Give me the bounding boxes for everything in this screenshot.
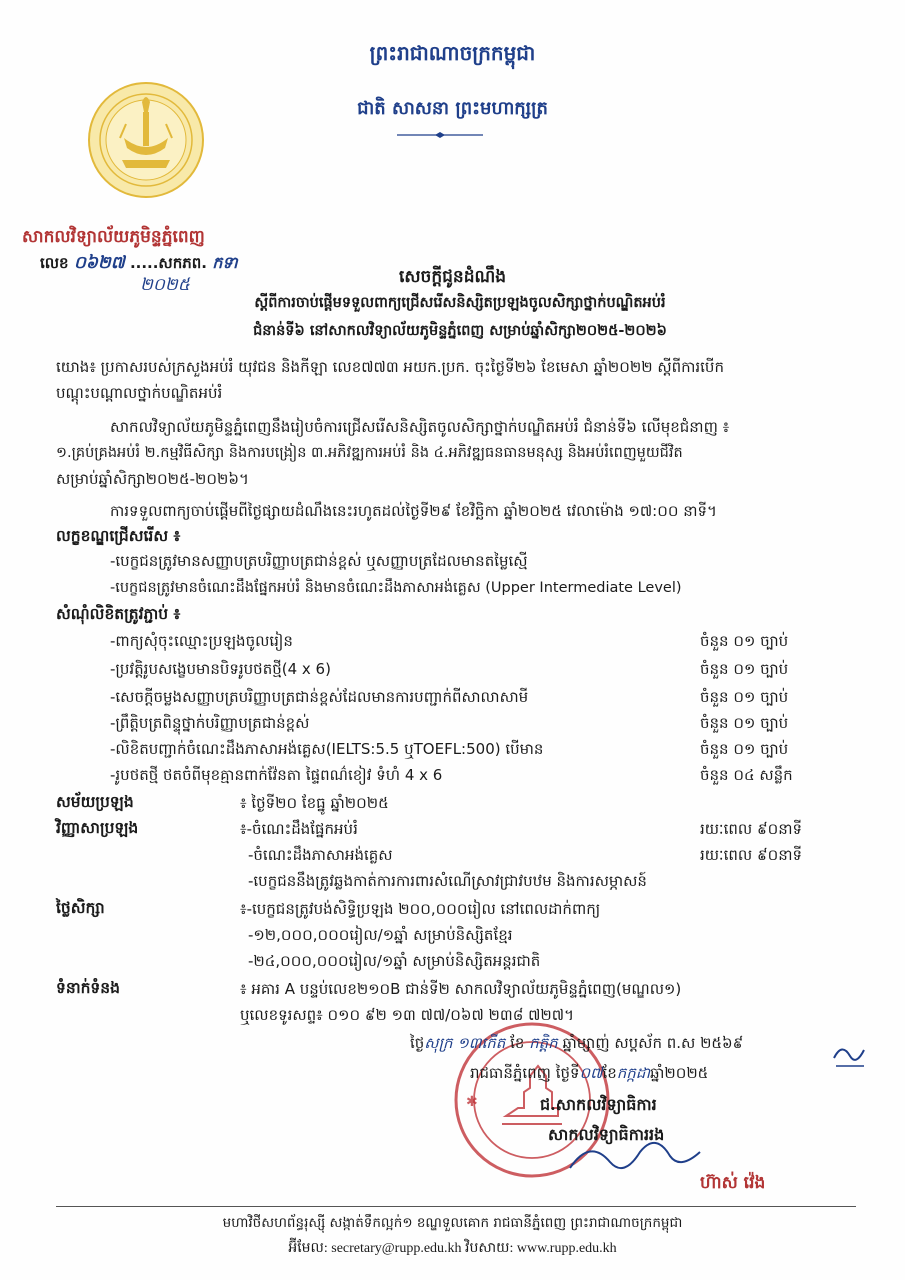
exam-subject-duration: រយៈពេល ៩០នាទី	[700, 820, 802, 838]
exam-date-value: ៖ ថ្ងៃទី២០ ខែធ្នូ ឆ្នាំ២០២៥	[240, 794, 389, 812]
document-item: -ប្រវត្តិរូបសង្ខេបមានបិទរូបថតថ្មី(4 x 6)	[110, 660, 331, 678]
reference-line-2: បណ្តុះបណ្តាលថ្នាក់បណ្ឌិតអប់រំ	[56, 384, 223, 402]
contact-label: ទំនាក់ទំនង	[56, 978, 120, 997]
document-item: -សេចក្តីចម្លងសញ្ញាបត្របរិញ្ញាបត្រជាន់ខ្ពស់ដែលមានការបញ្ជាក់ពីសាលាសាមី	[110, 688, 529, 706]
kingdom-heading: ព្រះរាជាណាចក្រកម្ពុជា	[369, 41, 536, 65]
paragraph-2: ការទទួលពាក្យចាប់ផ្តើមពីថ្ងៃផ្សាយដំណឹងនេះរហូតដល់ថ្ងៃទី២៩ ខែវិច្ឆិកា ឆ្នាំ២០២៥ វេលាម៉ោង ១៧:០០ នាទី។	[110, 502, 717, 520]
document-item: -រូបថតថ្មី ថតចំពីមុខគ្មានពាក់វ៉ែនតា ផ្ទៃពណ៌ខៀវ ទំហំ 4 x 6	[110, 766, 443, 784]
document-qty: ចំនួន ០១ ច្បាប់	[700, 660, 789, 678]
document-item: -ព្រឹត្តិបត្រពិន្ទុថ្នាក់បរិញ្ញាបត្រជាន់ខ្ពស់	[110, 714, 310, 732]
svg-text:✱: ✱	[466, 1094, 478, 1110]
fees-label: ថ្លៃសិក្សា	[56, 898, 105, 917]
notice-subtitle-2: ជំនាន់ទី៦ នៅសាកលវិទ្យាល័យភូមិន្ទភ្នំពេញ សម្រាប់ឆ្នាំសិក្សា២០២៥-២០២៦	[253, 322, 667, 339]
lunar-date-suffix: ឆ្នាំម្សាញ់ សប្តស័ក ព.ស ២៥៦៩	[562, 1034, 744, 1052]
signatory-name: ហ៊ាស់ វ៉េង	[700, 1173, 766, 1193]
signatory-role-1: ជ.សាកលវិទ្យាធិការ	[540, 1095, 657, 1114]
document-qty: ចំនួន ០១ ច្បាប់	[700, 714, 789, 732]
university-name: សាកលវិទ្យាល័យភូមិន្ទភ្នំពេញ	[22, 227, 205, 247]
lunar-day-handwritten: សុក្រ ១៣កើត	[424, 1034, 506, 1052]
lunar-date	[410, 1034, 743, 1056]
fee-item: -២៤,០០០,០០០រៀល/១ឆ្នាំ សម្រាប់និស្សិតអន្តរជាតិ	[248, 952, 541, 970]
date-month-handwritten: កក្កដា	[616, 1064, 651, 1082]
criteria-heading: លក្ខខណ្ឌជ្រើសរើស ៖	[56, 526, 181, 545]
footer-address: មហាវិថីសហព័ន្ធរុស្ស៊ី សង្កាត់ទឹកល្អក់១ ខណ្ឌទួលគោក រាជធានីភ្នំពេញ ព្រះរាជាណាចក្រកម្ពុជា	[222, 1215, 683, 1231]
contact-address: ៖ អគារ A បន្ទប់លេខ២១០B ជាន់ទី២ សាកលវិទ្យាល័យភូមិន្ទភ្នំពេញ(មណ្ឌល១)	[240, 980, 682, 998]
footer-contact: អ៊ីមែល: secretary@rupp.edu.kh វិបសាយ: www.rupp.edu.kh	[288, 1241, 617, 1256]
paragraph-1-line-2: ១.គ្រប់គ្រងអប់រំ ២.កម្មវិធីសិក្សា និងការបង្រៀន ៣.អភិវឌ្ឍការអប់រំ និង ៤.អភិវឌ្ឍធនធានមនុស្ស និងអប់រំពេញមួយជីវិត	[56, 445, 683, 461]
reference-handwritten: ០៦២៧	[73, 253, 125, 273]
document-qty: ចំនួន ០១ ច្បាប់	[700, 740, 789, 758]
lunar-month-handwritten: កត្តិក	[529, 1034, 558, 1052]
document-qty: ចំនួន ០៤ សន្លឹក	[700, 766, 793, 784]
document-qty: ចំនួន ០១ ច្បាប់	[700, 632, 789, 650]
initial-mark-icon	[830, 1038, 870, 1072]
gregorian-date-prefix: រាជធានីភ្នំពេញ ថ្ងៃទី	[470, 1064, 580, 1082]
contact-phone: ឬលេខទូរសព្ទ៖ ០១០ ៩២ ១៣ ៧៧/០៦៧ ២៣៨ ៧២៧។	[240, 1006, 574, 1024]
signature-scribble-icon	[560, 1140, 710, 1180]
exam-subject-item: -ចំណេះដឹងភាសាអង់គ្លេស	[248, 846, 393, 864]
fee-item: ៖-បេក្ខជនត្រូវបង់សិទ្ធិប្រឡង ២០០,០០០រៀល នៅពេលដាក់ពាក្យ	[240, 900, 601, 918]
lunar-date-prefix: ថ្ងៃ	[410, 1034, 425, 1052]
motto-divider	[395, 130, 485, 140]
paragraph-1-line-3: សម្រាប់ឆ្នាំសិក្សា២០២៥-២០២៦។	[56, 470, 249, 488]
notice-title: សេចក្តីជូនដំណឹង	[398, 267, 507, 287]
notice-subtitle-1: ស្តីពីការចាប់ផ្តើមទទួលពាក្យជ្រើសរើសនិស្សិតប្រឡងចូលសិក្សាថ្នាក់បណ្ឌិតអប់រំ	[254, 294, 666, 311]
footer-divider	[56, 1206, 856, 1207]
national-motto: ជាតិ សាសនា ព្រះមហាក្សត្រ	[357, 98, 548, 119]
document-item: -ពាក្យសុំចុះឈ្មោះប្រឡងចូលរៀន	[110, 632, 293, 650]
date-day-handwritten: ០៧	[579, 1064, 603, 1082]
fee-item: -១២,០០០,០០០រៀល/១ឆ្នាំ សម្រាប់និស្សិតខ្មែរ	[248, 926, 513, 944]
exam-subject-item: ៖-ចំណេះដឹងផ្នែកអប់រំ	[240, 820, 358, 838]
university-logo	[86, 80, 206, 200]
exam-date-label: សម័យប្រឡង	[56, 792, 134, 811]
reference-year-handwritten: ២០២៥	[140, 275, 190, 295]
criteria-item: -បេក្ខជនត្រូវមានចំណេះដឹងផ្នែកអប់រំ និងមានចំណេះដឹងភាសាអង់គ្លេស (Upper Intermediate Level)	[110, 580, 682, 596]
paragraph-1-line-1: សាកលវិទ្យាល័យភូមិន្ទភ្នំពេញនឹងរៀបចំការជ្រើសរើសនិស្សិតចូលសិក្សាថ្នាក់បណ្ឌិតអប់រំ ជំនាន់ទី៦ លើមុខជំនាញ ៖	[110, 418, 730, 436]
criteria-item: -បេក្ខជនត្រូវមានសញ្ញាបត្របរិញ្ញាបត្រជាន់ខ្ពស់ ឬសញ្ញាបត្រដែលមានតម្លៃស្មើ	[110, 552, 528, 570]
reference-suffix: .....សកភព.	[129, 254, 207, 272]
exam-subjects-label: វិញ្ញាសាប្រឡង	[56, 818, 139, 837]
exam-subject-item: -បេក្ខជននឹងត្រូវឆ្លងកាត់ការការពារសំណើស្រាវជ្រាវបឋម និងការសម្ភាសន៍	[248, 872, 647, 890]
document-item: -លិខិតបញ្ជាក់ចំណេះដឹងភាសាអង់គ្លេស(IELTS:5.5 ឬTOEFL:500) បើមាន	[110, 740, 544, 758]
reference-label: លេខ	[40, 254, 69, 272]
gregorian-date-mid: ខែ	[602, 1064, 617, 1082]
exam-subject-duration: រយៈពេល ៩០នាទី	[700, 846, 802, 864]
document-qty: ចំនួន ០១ ច្បាប់	[700, 688, 789, 706]
lunar-date-mid: ខែ	[505, 1034, 530, 1052]
signatory-role-2: សាកលវិទ្យាធិការរង	[548, 1125, 665, 1144]
documents-heading: សំណុំលិខិតត្រូវភ្ជាប់ ៖	[56, 604, 181, 623]
reference-code-handwritten: កទា	[212, 253, 238, 272]
reference-line-1: យោង៖ ប្រកាសរបស់ក្រសួងអប់រំ យុវជន និងកីឡា លេខ៧៧៣ អយក.ប្រក. ចុះថ្ងៃទី២៦ ខែមេសា ឆ្នាំ២០២២ ស្តីពីការបើក	[56, 358, 724, 376]
gregorian-date	[470, 1064, 708, 1086]
gregorian-date-suffix: ឆ្នាំ២០២៥	[650, 1064, 709, 1082]
